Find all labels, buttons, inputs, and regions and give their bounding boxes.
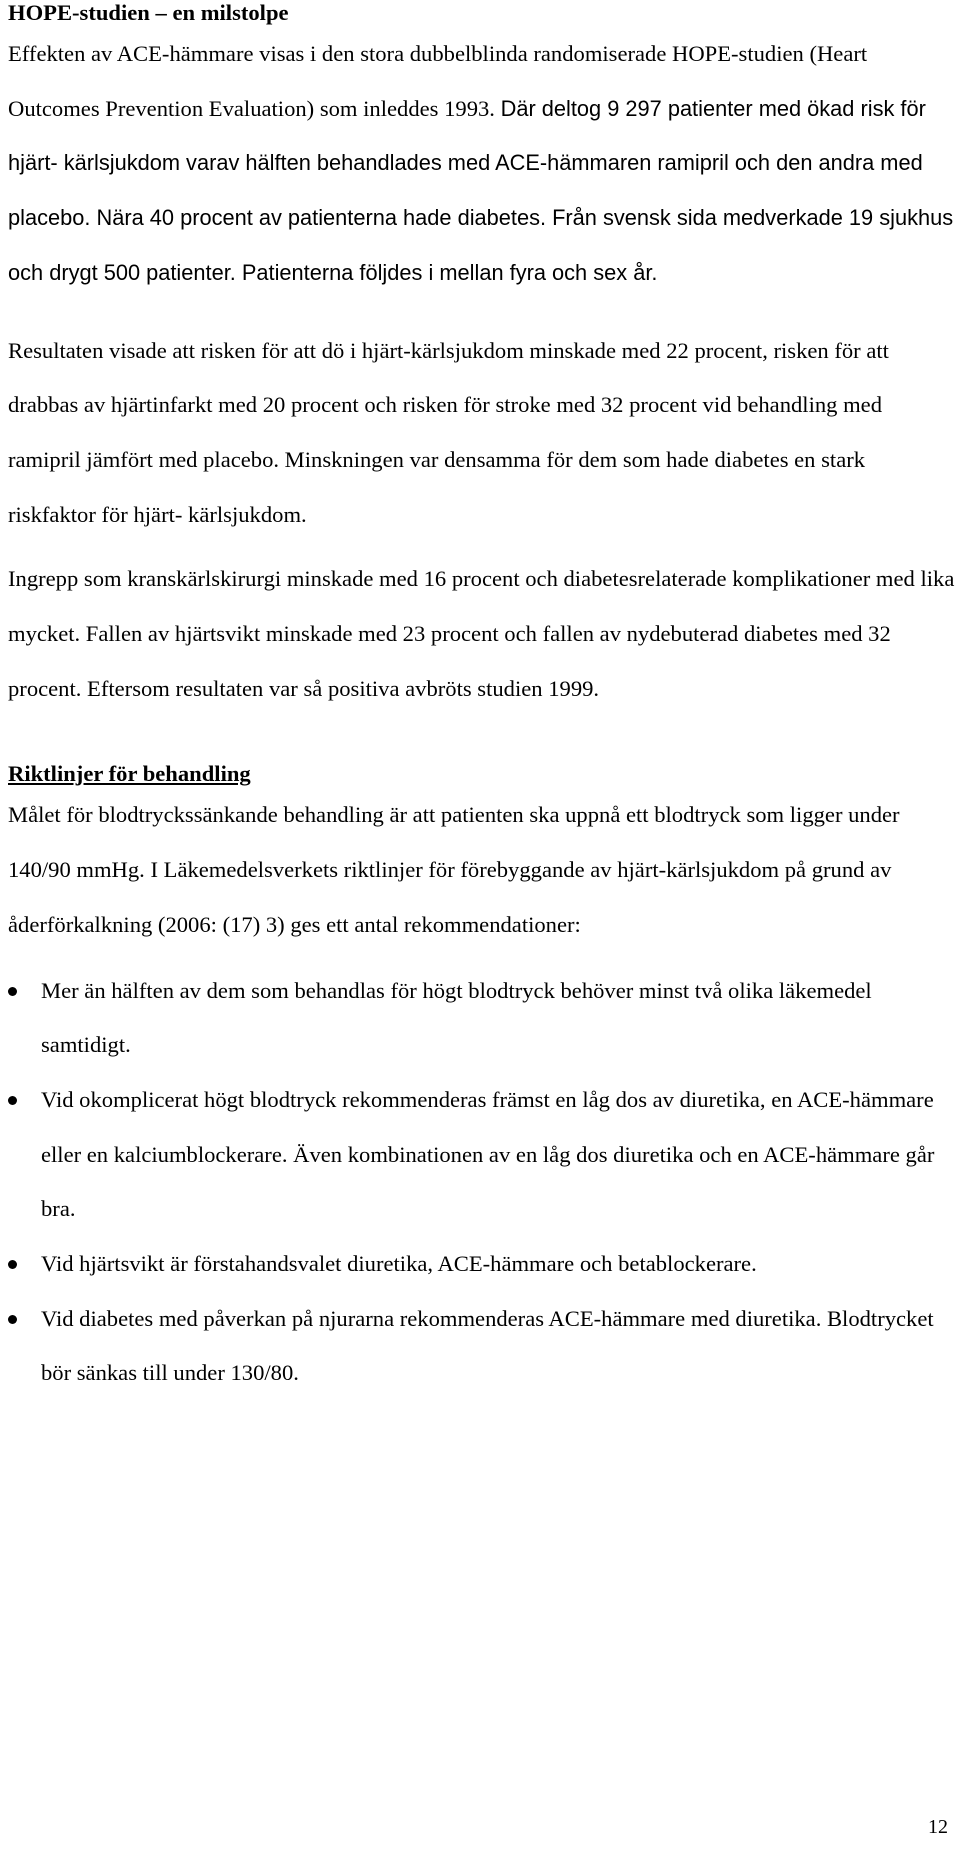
list-item: Vid hjärtsvikt är förstahandsvalet diuretika, ACE-hämmare och betablockerare.	[8, 1237, 958, 1292]
paragraph-procedures: Ingrepp som kranskärlskirurgi minskade med 16 procent och diabetesrelaterade komplikationer med lika mycket. Fallen av hjärtsvikt minskade med 23 procent och fallen av nydebuterad diabetes med 32 procent. Eftersom resultaten var så positiva avbröts studien 1999.	[8, 566, 955, 701]
section-heading-hope: HOPE-studien – en milstolpe	[8, 0, 289, 25]
bullet-icon	[8, 1260, 17, 1269]
recommendations-list	[8, 964, 958, 1402]
list-item: Vid okomplicerat högt blodtryck rekommenderas främst en låg dos av diuretika, en ACE-hämmare eller en kalciumblockerare. Även kombinationen av en låg dos diuretika och en ACE-hämmare går bra.	[8, 1073, 958, 1237]
bullet-icon	[8, 987, 17, 996]
bullet-icon	[8, 1315, 17, 1324]
page-number: 12	[928, 1816, 948, 1838]
paragraph-results: Resultaten visade att risken för att dö i hjärt-kärlsjukdom minskade med 22 procent, risken för att drabbas av hjärtinfarkt med 20 procent och risken för stroke med 32 procent vid behandling med ramipril jämfört med placebo. Minskningen var densamma för dem som hade diabetes en stark riskfaktor för hjärt- kärlsjukdom.	[8, 337, 889, 527]
list-item: Mer än hälften av dem som behandlas för högt blodtryck behöver minst två olika läkemedel samtidigt.	[8, 964, 958, 1073]
document-body	[8, 0, 958, 1401]
paragraph-hope-intro-sans: Där deltog 9 297 patienter med ökad risk för hjärt- kärlsjukdom varav hälften behandlades med ACE-hämmaren ramipril och den andra med placebo. Nära 40 procent av patienterna hade diabetes. Från svensk sida medverkade 19 sjukhus och drygt 500 patienter. Patienterna följdes i mellan fyra och sex år.	[8, 95, 954, 285]
bullet-icon	[8, 1096, 17, 1105]
section-heading-guidelines: Riktlinjer för behandling	[8, 761, 251, 787]
list-item: Vid diabetes med påverkan på njurarna rekommenderas ACE-hämmare med diuretika. Blodtrycket bör sänkas till under 130/80.	[8, 1292, 958, 1401]
paragraph-guidelines: Målet för blodtryckssänkande behandling är att patienten ska uppnå ett blodtryck som ligger under 140/90 mmHg. I Läkemedelsverkets riktlinjer för förebyggande av hjärt-kärlsjukdom på grund av åderförkalkning (2006: (17) 3) ges ett antal rekommendationer:	[8, 802, 900, 937]
paragraph-hope-intro-serif: Effekten av ACE-hämmare visas i den stora dubbelblinda randomiserade HOPE-studien (Heart Outcomes Prevention Evaluation) som inleddes 1993.	[8, 41, 868, 121]
paragraph-hope-intro	[8, 27, 958, 301]
